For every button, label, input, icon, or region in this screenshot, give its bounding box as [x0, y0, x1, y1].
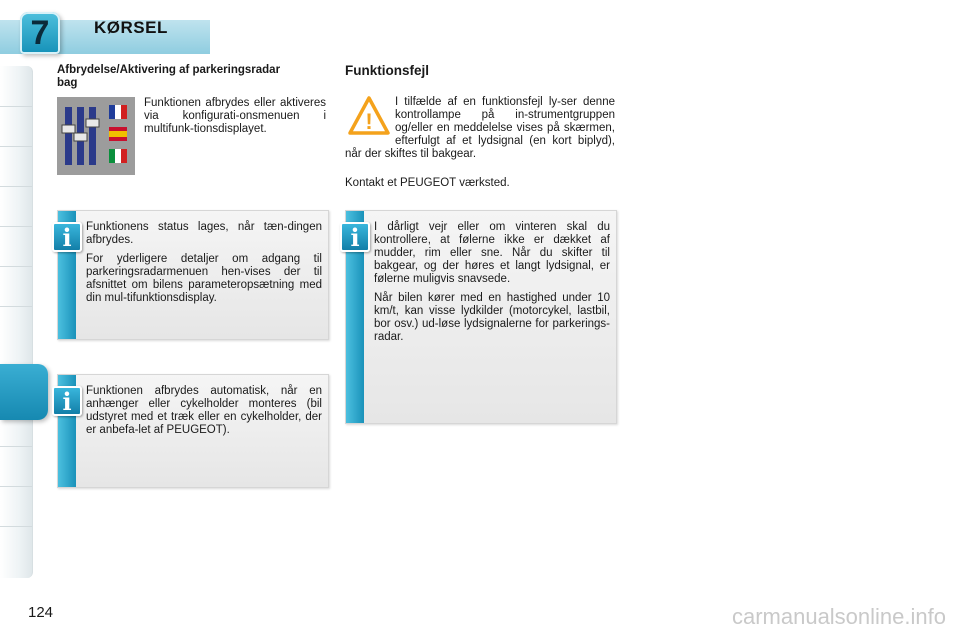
- side-tab[interactable]: [0, 266, 32, 267]
- info-icon: i: [52, 386, 82, 416]
- info-paragraph: Når bilen kører med en hastighed under 10 km/t, kan visse lydkilder (motorcykel, lastbil, bor osv.) ud-løse lydsignalerne for parkerings-radar.: [374, 292, 610, 343]
- side-tab[interactable]: [0, 446, 32, 447]
- watermark: carmanualsonline.info: [731, 604, 946, 629]
- side-tab[interactable]: [0, 106, 32, 107]
- info-icon: i: [340, 222, 370, 252]
- intro-paragraph: Funktionen afbrydes eller aktiveres via konfigurati-onsmenuen i multifunk-tionsdisplayet.: [144, 97, 326, 135]
- info-box-text: [374, 221, 610, 350]
- info-box-automatic: [57, 374, 329, 488]
- warning-glyph: !: [365, 109, 373, 134]
- side-tab[interactable]: [0, 146, 32, 147]
- chapter-side-tabs: [0, 66, 33, 578]
- chapter-number: 7: [30, 13, 50, 52]
- info-paragraph: For yderligere detaljer om adgang til parkeringsradarmenuen hen-vises der til afsnittet om bilens parameteropsætning med din mul-tifunktionsdisplay.: [86, 253, 322, 304]
- info-box-status: [57, 210, 329, 340]
- info-box-text: [86, 385, 322, 443]
- side-tab-active[interactable]: [0, 364, 48, 420]
- side-tab[interactable]: [0, 526, 32, 527]
- info-icon: i: [52, 222, 82, 252]
- section-heading-malfunction: Funktionsfejl: [345, 63, 429, 78]
- chapter-title: KØRSEL: [94, 18, 168, 37]
- multifunction-display-image: [57, 97, 135, 175]
- info-box-weather: [345, 210, 617, 424]
- info-paragraph: Funktionen afbrydes automatisk, når en anhænger eller cykelholder monteres (bil udstyret med et træk eller en cykelholder, der er anbefa-let af PEUGEOT).: [86, 385, 322, 436]
- info-paragraph: I dårligt vejr eller om vinteren skal du kontrollere, at følerne ikke er dækket af mudder, rim eller sne. Når du skifter til bakgear, og der høres et langt lydsignal, er følerne muligvis snavsede.: [374, 221, 610, 285]
- side-tab[interactable]: [0, 186, 32, 187]
- info-paragraph: Funktionens status lages, når tæn-dingen afbrydes.: [86, 221, 322, 246]
- chapter-number-tab: [20, 12, 60, 54]
- section-heading-deactivation: Afbrydelse/Aktivering af parkeringsradar bag: [57, 64, 281, 89]
- page-number: 124: [28, 604, 54, 621]
- settings-sliders-icon: [57, 97, 135, 175]
- info-box-text: [86, 221, 322, 311]
- malfunction-paragraph: [345, 96, 615, 161]
- side-tab[interactable]: [0, 226, 32, 227]
- side-tab[interactable]: [0, 486, 32, 487]
- contact-dealer-text: Kontakt et PEUGEOT værksted.: [345, 177, 510, 189]
- side-tab[interactable]: [0, 306, 32, 307]
- malfunction-text: I tilfælde af en funktionsfejl ly-ser denne kontrollampe på in-strumentgruppen og/eller en meddelelse vises på skærmen, efterfulgt af et lydsignal (en kort biplyd), når der skiftes til bakgear.: [345, 96, 615, 160]
